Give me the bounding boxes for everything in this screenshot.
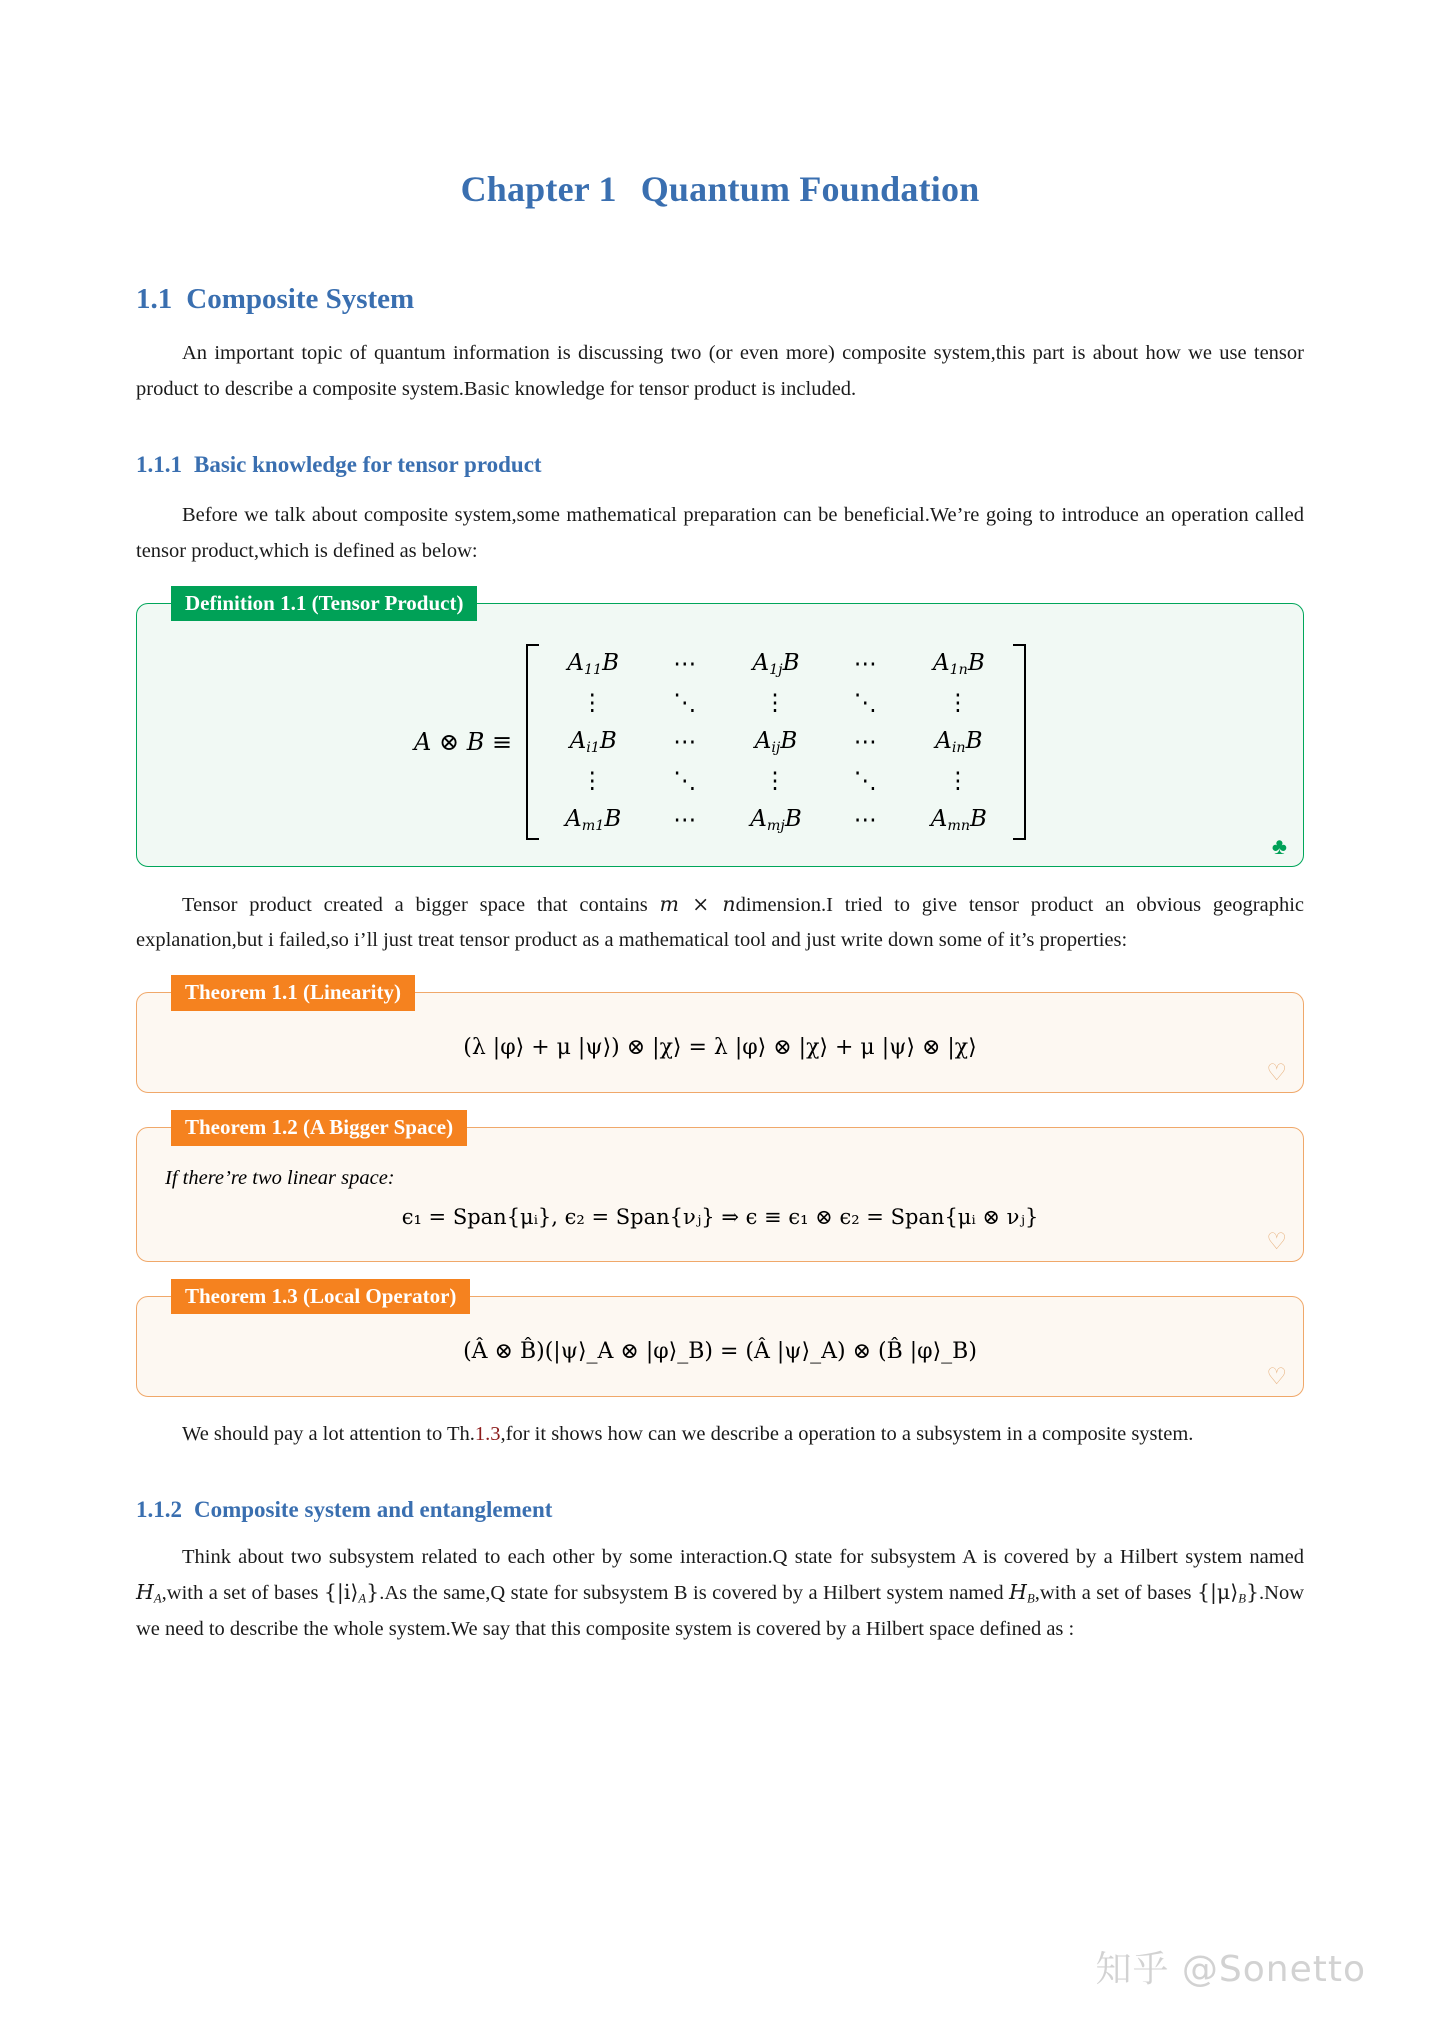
sub2-p4: ,with a set of bases — [1034, 1582, 1197, 1605]
hilbert-space-a-sub: A — [153, 1591, 162, 1606]
club-icon: ♣ — [1271, 833, 1287, 859]
theorem-1-2-intro: If there’re two linear space: — [165, 1167, 395, 1190]
bases-b-sub: B — [1238, 1591, 1246, 1606]
chapter-label: Chapter 1 — [460, 169, 617, 209]
matrix-table — [539, 644, 1013, 840]
matrix-cell-5-2: ⋯ — [673, 806, 699, 833]
hilbert-space-b-sub: B — [1026, 1591, 1035, 1606]
matrix-row-3 — [539, 722, 1013, 762]
theorem-1-2-body — [137, 1128, 1303, 1261]
chapter-title-text: Quantum Foundation — [640, 169, 980, 209]
theorem-1-2-title: Theorem 1.2 (A Bigger Space) — [171, 1110, 467, 1145]
theorem-box-1-2 — [136, 1115, 1304, 1262]
heart-icon: ♡ — [1266, 1229, 1287, 1255]
section-title: Composite System — [186, 282, 415, 315]
section-intro-paragraph: An important topic of quantum information is discussing two (or even more) composite system,this part is about how we use tensor product to describe a composite system.Basic knowledge for tensor product is included. — [136, 342, 1304, 400]
matrix-cell-1-1: $A_{11}B$ — [567, 649, 620, 678]
theorem-reference-link[interactable]: 1.3 — [474, 1423, 501, 1446]
theorem-1-2-formula: ϵ₁ = Span{μᵢ}, ϵ₂ = Span{νⱼ} ⇒ ϵ ≡ ϵ₁ ⊗ ϵ₂ = Span{μᵢ ⊗ νⱼ} — [401, 1205, 1039, 1230]
matrix-cell-5-4: ⋯ — [853, 806, 879, 833]
section-heading-1-1 — [136, 282, 1304, 317]
matrix-cell-3-3: $A_{ij}B$ — [754, 727, 798, 756]
para-th-part2: ,for it shows how can we describe a operation to a subsystem in a composite system. — [500, 1423, 1194, 1446]
definition-box-1-1 — [136, 590, 1304, 867]
matrix-cell-4-2: ⋱ — [673, 767, 699, 794]
matrix-cell-2-4: ⋱ — [853, 689, 879, 716]
bases-a-sub: A — [358, 1591, 367, 1606]
matrix-cell-3-2: ⋯ — [673, 728, 699, 755]
matrix-right-bracket — [1013, 644, 1026, 840]
matrix-cell-4-4: ⋱ — [853, 767, 879, 794]
theorem-1-1-title: Theorem 1.1 (Linearity) — [171, 975, 415, 1010]
theorem-1-1-formula: (λ |φ⟩ + μ |ψ⟩) ⊗ |χ⟩ = λ |φ⟩ ⊗ |χ⟩ + μ |ψ⟩ ⊗ |χ⟩ — [463, 1035, 977, 1061]
matrix-cell-2-3: ⋮ — [763, 689, 789, 716]
bases-b-end: } — [1245, 1580, 1260, 1605]
bases-a-end: } — [366, 1580, 380, 1605]
para-math-mn: m × n — [659, 891, 736, 916]
subsection-title: Basic knowledge for tensor product — [194, 451, 542, 477]
bases-a: {|i⟩ — [323, 1580, 359, 1605]
sub2-p5: .Now we need to describe the whole system.We say that this composite system is covered by a Hilbert space defined as : — [136, 1582, 1305, 1640]
matrix-cell-1-5: $A_{1n}B$ — [932, 649, 985, 678]
subsection-2-number: 1.1.2 — [136, 1497, 182, 1523]
para-th-part1: We should pay a lot attention to Th. — [182, 1423, 475, 1446]
matrix-row-2 — [539, 684, 1013, 722]
matrix-cell-1-4: ⋯ — [853, 650, 879, 677]
subsection-heading-1-1-2 — [136, 1496, 1304, 1524]
hilbert-space-a: H — [136, 1580, 154, 1605]
matrix-cell-5-1: $A_{m1}B$ — [565, 805, 622, 834]
subsection-2-paragraph — [136, 1540, 1304, 1647]
definition-box-body — [137, 604, 1303, 866]
matrix-cell-4-1: ⋮ — [580, 767, 606, 794]
theorem-1-3-formula: (Â ⊗ B̂)(|ψ⟩_A ⊗ |φ⟩_B) = (Â |ψ⟩_A) ⊗ (B̂ |φ⟩_B) — [463, 1339, 977, 1365]
subsection-number: 1.1.1 — [136, 451, 182, 477]
matrix-cell-1-3: $A_{1j}B$ — [752, 649, 800, 678]
theorem-box-1-3 — [136, 1284, 1304, 1397]
bases-b: {|μ⟩ — [1196, 1580, 1239, 1605]
matrix-cell-5-5: $A_{mn}B$ — [930, 805, 987, 834]
matrix-cell-4-5: ⋮ — [946, 767, 972, 794]
theorem-box-1-1 — [136, 980, 1304, 1093]
matrix-cell-2-2: ⋱ — [673, 689, 699, 716]
definition-box-title: Definition 1.1 (Tensor Product) — [171, 586, 477, 621]
para-part2: dimension.I tried to give tensor product an obvious geographic explanation,but i failed,so i’ll just treat tensor product as a mathematical tool and just write down some of it’s properties: — [136, 893, 1304, 952]
sub2-p2: ,with a set of bases — [161, 1582, 324, 1605]
chapter-title — [136, 0, 1304, 210]
matrix-cell-5-3: $A_{mj}B$ — [750, 805, 802, 834]
para-part1: Tensor product created a bigger space that contains — [182, 893, 660, 916]
matrix-row-1 — [539, 644, 1013, 684]
hilbert-space-b: H — [1009, 1580, 1027, 1605]
subsection-1-paragraph: Before we talk about composite system,some mathematical preparation can be beneficial.We’re going to introduce an operation called tensor product,which is defined as below: — [136, 504, 1304, 562]
matrix-row-4 — [539, 762, 1013, 800]
subsection-2-title: Composite system and entanglement — [194, 1497, 553, 1523]
theorem-1-3-title: Theorem 1.3 (Local Operator) — [171, 1279, 470, 1314]
matrix-cell-3-4: ⋯ — [853, 728, 879, 755]
matrix-cell-3-5: $A_{in}B$ — [935, 727, 983, 756]
sub2-p1: Think about two subsystem related to each other by some interaction.Q state for subsystem A is covered by a Hilbert system named — [182, 1546, 1304, 1569]
watermark: 知乎 @Sonetto — [1095, 1949, 1366, 1990]
paragraph-after-definition — [136, 887, 1304, 959]
tensor-product-matrix — [165, 638, 1275, 844]
sub2-p3: .As the same,Q state for subsystem B is covered by a Hilbert system named — [379, 1582, 1010, 1605]
matrix-cell-2-1: ⋮ — [580, 689, 606, 716]
paragraph-after-theorems — [136, 1417, 1304, 1452]
matrix-row-5 — [539, 800, 1013, 840]
matrix-cell-1-2: ⋯ — [673, 650, 699, 677]
matrix-cell-3-1: $A_{i1}B$ — [569, 727, 617, 756]
section-number: 1.1 — [136, 282, 173, 315]
matrix-left-bracket — [526, 644, 539, 840]
matrix-lhs-label: A ⊗ B ≡ — [414, 727, 513, 756]
heart-icon: ♡ — [1266, 1060, 1287, 1086]
matrix-cell-2-5: ⋮ — [946, 689, 972, 716]
subsection-heading-1-1-1 — [136, 451, 1304, 479]
heart-icon: ♡ — [1266, 1364, 1287, 1390]
matrix-cell-4-3: ⋮ — [763, 767, 789, 794]
